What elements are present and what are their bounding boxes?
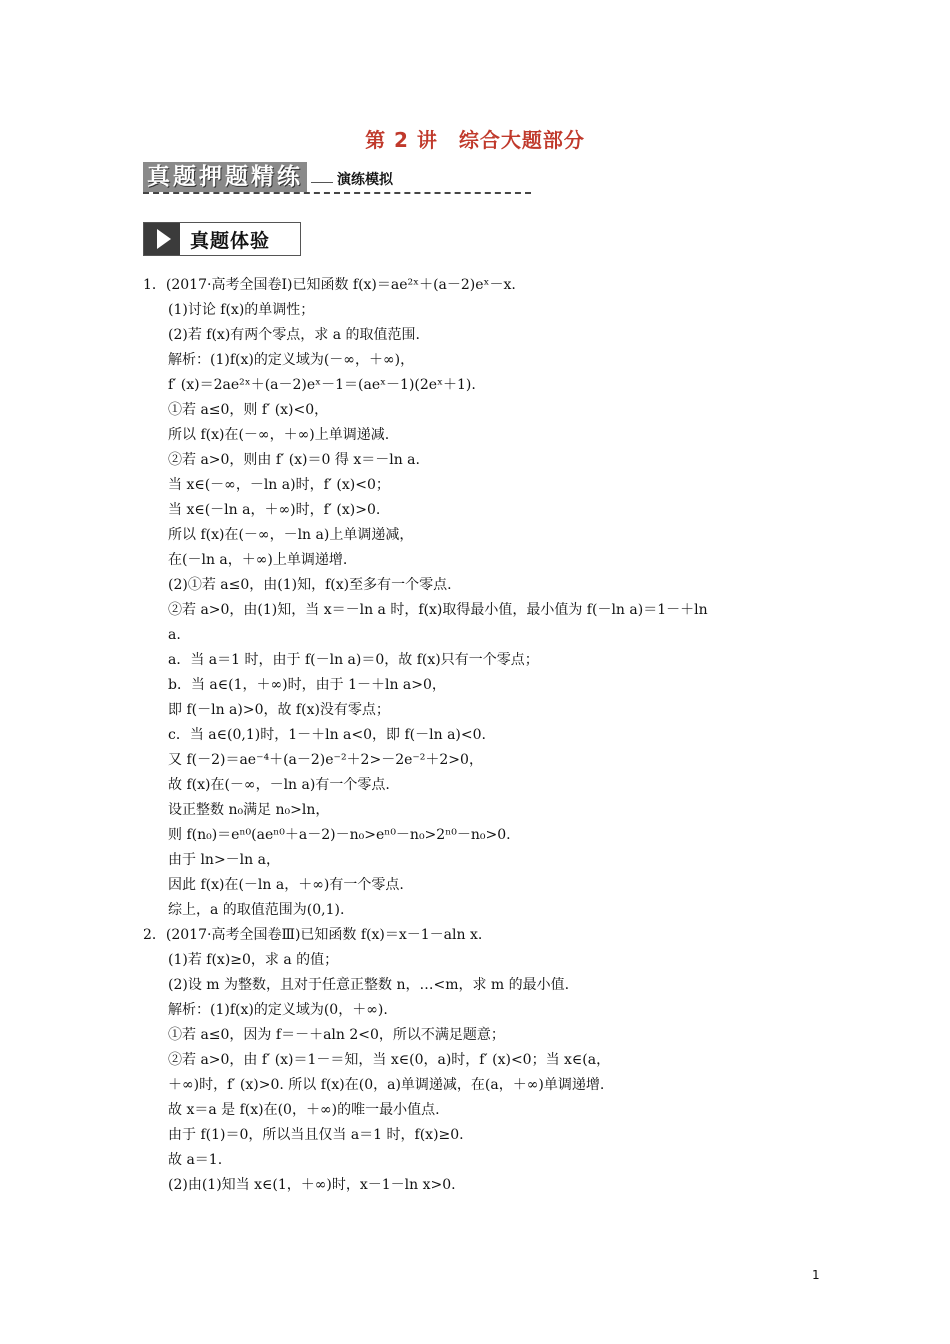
text-line: 故 f(x)在(－∞，－ln a)有一个零点. [168, 777, 390, 793]
section-header [143, 222, 301, 256]
text-line: ②若 a>0，由(1)知，当 x＝－ln a 时，f(x)取得最小值，最小值为 f(－ln a)＝1－＋ln [168, 602, 708, 618]
page-number: 1 [812, 1268, 820, 1282]
banner [143, 162, 393, 192]
text-line: (1)讨论 f(x)的单调性； [168, 302, 315, 318]
text-line: ①若 a≤0，因为 f＝－＋aln 2<0，所以不满足题意； [168, 1027, 505, 1043]
text-line: (2)①若 a≤0，由(1)知，f(x)至多有一个零点. [168, 577, 452, 593]
document-body [143, 273, 823, 1198]
text-line: 解析：(1)f(x)的定义域为(0，＋∞). [168, 1002, 388, 1018]
text-line: ②若 a>0，则由 f′ (x)＝0 得 x＝－ln a. [168, 452, 420, 468]
text-line: ①若 a≤0，则 f′ (x)<0， [168, 402, 329, 418]
page-title: 第 2 讲 综合大题部分 [365, 128, 585, 152]
text-line: a. [168, 627, 181, 643]
text-line: 当 x∈(－ln a，＋∞)时，f′ (x)>0. [168, 502, 381, 518]
text-line: (2)若 f(x)有两个零点，求 a 的取值范围. [168, 327, 420, 343]
text-line: (1)若 f(x)≥0，求 a 的值； [168, 952, 339, 968]
dashed-divider [143, 192, 531, 194]
text-line: f′ (x)＝2ae²ˣ＋(a－2)eˣ－1＝(aeˣ－1)(2eˣ＋1). [168, 377, 476, 393]
text-line: 所以 f(x)在(－∞，＋∞)上单调递减. [168, 427, 390, 443]
text-line: 由于 ln>－ln a， [168, 852, 280, 868]
banner-main-label: 真题押题精练 [143, 162, 307, 192]
text-line: 1．(2017·高考全国卷Ⅰ)已知函数 f(x)＝ae²ˣ＋(a－2)eˣ－x. [143, 277, 516, 293]
text-line: ②若 a>0，由 f′ (x)＝1－＝知，当 x∈(0，a)时，f′ (x)<0；当 x∈(a， [168, 1052, 611, 1068]
text-line: 又 f(－2)＝ae⁻⁴＋(a－2)e⁻²＋2>－2e⁻²＋2>0， [168, 752, 483, 768]
text-line: 当 x∈(－∞，－ln a)时，f′ (x)<0； [168, 477, 390, 493]
play-arrow-icon [144, 223, 180, 255]
text-line: 解析：(1)f(x)的定义域为(－∞，＋∞)， [168, 352, 415, 368]
banner-sub-label: 演练模拟 [307, 169, 393, 192]
text-line: a．当 a＝1 时，由于 f(－ln a)＝0，故 f(x)只有一个零点； [168, 652, 539, 668]
text-line: 则 f(n₀)＝eⁿ⁰(aeⁿ⁰＋a－2)－n₀>eⁿ⁰－n₀>2ⁿ⁰－n₀>0. [168, 827, 511, 843]
text-line: 即 f(－ln a)>0，故 f(x)没有零点； [168, 702, 390, 718]
section-label: 真题体验 [190, 229, 271, 252]
text-line: (2)由(1)知当 x∈(1，＋∞)时，x－1－ln x>0. [168, 1177, 456, 1193]
text-line: 设正整数 n₀满足 n₀>ln， [168, 802, 330, 818]
text-line: 在(－ln a，＋∞)上单调递增. [168, 552, 348, 568]
text-line: 故 a＝1. [168, 1152, 223, 1168]
text-line: (2)设 m 为整数，且对于任意正整数 n，…<m，求 m 的最小值. [168, 977, 570, 993]
text-line: 故 x＝a 是 f(x)在(0，＋∞)的唯一最小值点. [168, 1102, 440, 1118]
text-line: c．当 a∈(0,1)时，1－＋ln a<0，即 f(－ln a)<0. [168, 727, 486, 743]
text-line: ＋∞)时，f′ (x)>0. 所以 f(x)在(0，a)单调递减，在(a，＋∞)单调递增. [168, 1077, 605, 1093]
text-line: 所以 f(x)在(－∞，－ln a)上单调递减， [168, 527, 414, 543]
text-line: 因此 f(x)在(－ln a，＋∞)有一个零点. [168, 877, 404, 893]
text-line: 由于 f(1)＝0，所以当且仅当 a＝1 时，f(x)≥0. [168, 1127, 464, 1143]
text-line: 2．(2017·高考全国卷Ⅲ)已知函数 f(x)＝x－1－aln x. [143, 927, 483, 943]
text-line: 综上，a 的取值范围为(0,1). [168, 902, 345, 918]
text-line: b．当 a∈(1，＋∞)时，由于 1－＋ln a>0， [168, 677, 446, 693]
